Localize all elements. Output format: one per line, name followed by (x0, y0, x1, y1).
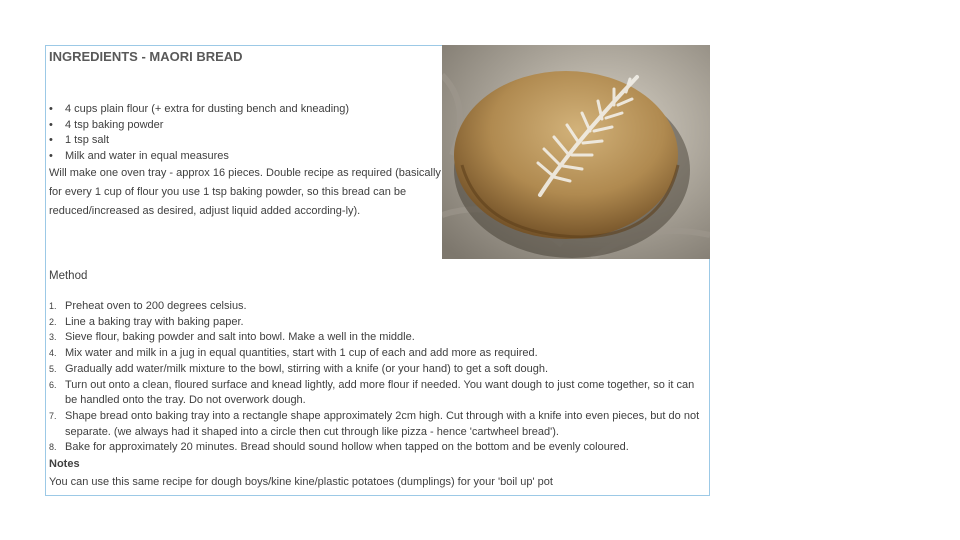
step-text: Preheat oven to 200 degrees celsius. (65, 300, 247, 312)
step-number: 6. (49, 379, 57, 390)
method-step (49, 409, 709, 440)
bread-loaf (454, 71, 678, 239)
ingredient-item: • 1 tsp salt (49, 133, 349, 149)
method-step (49, 378, 709, 409)
yield-note: Will make one oven tray - approx 16 pieces. Double recipe as required (basically for every 1 cup of flour you use 1 tsp baking powder, so this bread can be reduced/increased as desired, adjust liquid added according-ly). (49, 167, 441, 217)
method-step (49, 330, 709, 346)
ingredients-list (49, 102, 349, 164)
method-step (49, 346, 709, 362)
step-number: 2. (49, 316, 57, 327)
step-number: 4. (49, 348, 57, 359)
method-step (49, 315, 709, 331)
step-number: 8. (49, 442, 57, 453)
step-text: Line a baking tray with baking paper. (65, 315, 244, 328)
method-steps (49, 299, 709, 456)
notes-text: You can use this same recipe for dough boys/kine kine/plastic potatoes (dumplings) for your 'boil up' pot (49, 476, 553, 488)
step-number: 3. (49, 332, 57, 343)
ingredient-item: • 4 tsp baking powder (49, 118, 349, 134)
step-number: 7. (49, 410, 57, 421)
method-step (49, 299, 709, 315)
method-step (49, 362, 709, 378)
notes-heading: Notes (49, 458, 80, 470)
step-text: Shape bread onto baking tray into a rectangle shape approximately 2cm high. Cut through with a knife into even pieces, but do not separate. (we always had it shaped into a circle then cut through like pizza - hence 'cartwheel bread'). (65, 409, 700, 438)
recipe-title: INGREDIENTS - MAORI BREAD (49, 49, 243, 64)
step-text: Sieve flour, baking powder and salt into bowl. Make a well in the middle. (65, 331, 415, 344)
step-number: 1. (49, 301, 57, 311)
step-text: Bake for approximately 20 minutes. Bread should sound hollow when tapped on the bottom and be evenly coloured. (65, 441, 629, 454)
step-text: Mix water and milk in a jug in equal quantities, start with 1 cup of each and add more as required. (65, 347, 538, 360)
method-heading: Method (49, 270, 88, 282)
step-number: 5. (49, 363, 57, 374)
ingredient-item: • 4 cups plain flour (+ extra for dusting bench and kneading) (49, 102, 349, 118)
step-text: Turn out onto a clean, floured surface and knead lightly, add more flour if needed. You want dough to just come together, so it can be handled onto the tray. Do not overwork dough. (65, 378, 695, 407)
ingredient-item: • Milk and water in equal measures (49, 149, 349, 165)
step-text: Gradually add water/milk mixture to the bowl, stirring with a knife (or your hand) to get a soft dough. (65, 362, 549, 375)
method-step (49, 440, 709, 456)
bread-photo (442, 45, 710, 259)
